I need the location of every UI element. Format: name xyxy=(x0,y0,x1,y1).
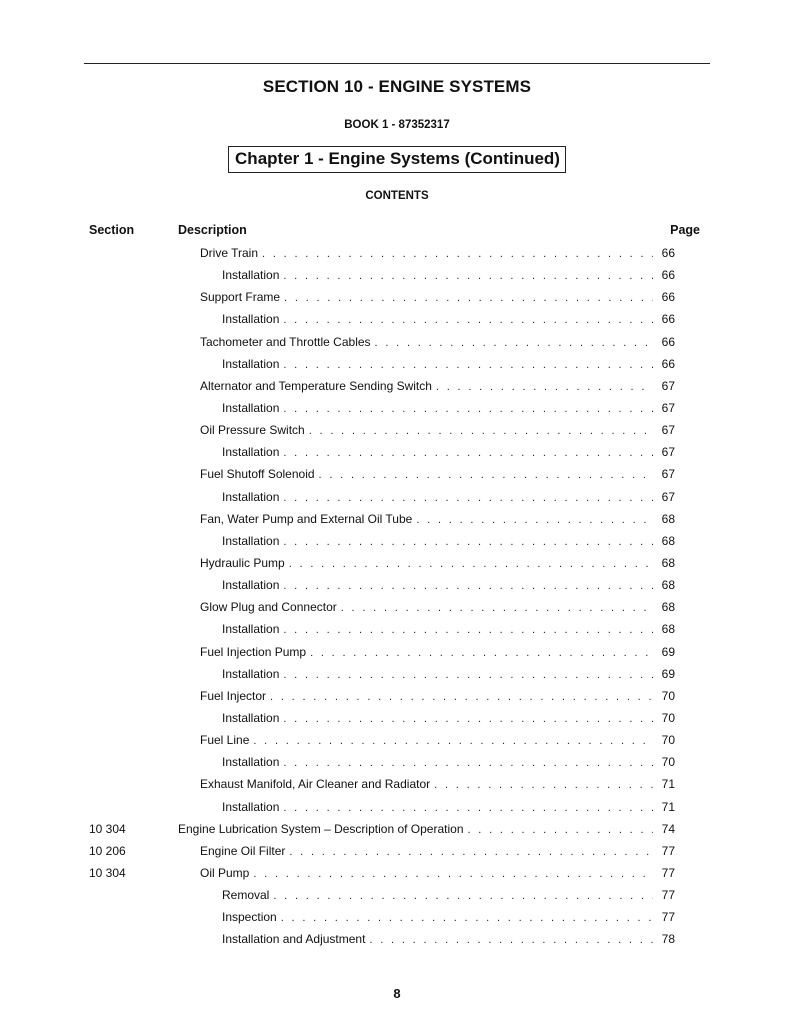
toc-entry[interactable] xyxy=(222,800,675,814)
toc-row xyxy=(0,797,794,819)
toc-dot-leader xyxy=(283,492,653,504)
toc-dot-leader xyxy=(283,403,653,415)
toc-entry[interactable] xyxy=(222,888,675,902)
toc-page-number: 70 xyxy=(661,710,675,725)
toc-description: Installation xyxy=(222,400,280,415)
toc-dot-leader xyxy=(283,713,653,725)
toc-section-code: 10 304 xyxy=(89,821,126,836)
toc-description: Installation xyxy=(222,312,280,327)
toc-page-number: 70 xyxy=(661,733,675,748)
toc-page-number: 70 xyxy=(661,688,675,703)
toc-dot-leader xyxy=(436,381,653,393)
toc-dot-leader xyxy=(434,779,653,791)
toc-description: Tachometer and Throttle Cables xyxy=(200,334,371,349)
toc-dot-leader xyxy=(283,802,653,814)
toc-page-number: 74 xyxy=(661,821,675,836)
contents-label: CONTENTS xyxy=(365,190,429,202)
toc-description: Installation xyxy=(222,578,280,593)
toc-row xyxy=(0,243,794,265)
toc-dot-leader xyxy=(262,248,653,260)
toc-page-number: 77 xyxy=(661,865,675,880)
toc-description: Installation xyxy=(222,799,280,814)
toc-row xyxy=(0,686,794,708)
toc-row xyxy=(0,730,794,752)
toc-description: Removal xyxy=(222,888,270,903)
toc-description: Installation and Adjustment xyxy=(222,932,366,947)
toc-row xyxy=(0,309,794,331)
toc-dot-leader xyxy=(289,558,653,570)
toc-entry[interactable] xyxy=(222,755,675,769)
table-of-contents xyxy=(0,243,794,952)
toc-dot-leader xyxy=(283,270,653,282)
toc-dot-leader xyxy=(283,580,653,592)
toc-page-number: 67 xyxy=(661,423,675,438)
toc-description: Engine Lubrication System – Description of Operation xyxy=(178,821,464,836)
toc-dot-leader xyxy=(319,469,653,481)
toc-description: Drive Train xyxy=(200,246,259,260)
toc-section-code: 10 206 xyxy=(89,843,126,858)
toc-entry[interactable] xyxy=(200,645,675,659)
toc-dot-leader xyxy=(283,669,653,681)
column-header-section: Section xyxy=(89,223,135,237)
toc-description: Installation xyxy=(222,268,280,283)
toc-dot-leader xyxy=(281,912,653,924)
toc-row xyxy=(0,708,794,730)
toc-page-number: 71 xyxy=(661,799,675,814)
toc-row xyxy=(0,929,794,951)
toc-entry[interactable] xyxy=(222,667,675,681)
toc-row xyxy=(0,642,794,664)
toc-entry[interactable] xyxy=(200,512,675,526)
toc-dot-leader xyxy=(270,691,653,703)
toc-dot-leader xyxy=(369,934,653,946)
toc-row xyxy=(0,664,794,686)
toc-row xyxy=(0,774,794,796)
toc-row xyxy=(0,487,794,509)
toc-description: Installation xyxy=(222,356,280,371)
toc-entry[interactable] xyxy=(222,622,675,636)
toc-entry[interactable] xyxy=(200,556,675,570)
toc-row xyxy=(0,376,794,398)
toc-page-number: 66 xyxy=(661,246,675,260)
toc-description: Engine Oil Filter xyxy=(200,843,286,858)
toc-page-number: 66 xyxy=(661,356,675,371)
toc-entry[interactable] xyxy=(200,866,675,880)
toc-page-number: 78 xyxy=(661,932,675,947)
toc-entry[interactable] xyxy=(222,490,675,504)
toc-description: Installation xyxy=(222,710,280,725)
toc-row xyxy=(0,332,794,354)
toc-page-number: 66 xyxy=(661,290,675,305)
toc-row xyxy=(0,420,794,442)
toc-row xyxy=(0,442,794,464)
toc-row xyxy=(0,752,794,774)
toc-description: Oil Pressure Switch xyxy=(200,423,305,438)
toc-dot-leader xyxy=(375,337,653,349)
toc-row xyxy=(0,531,794,553)
toc-row xyxy=(0,464,794,486)
toc-row xyxy=(0,265,794,287)
toc-entry[interactable] xyxy=(222,578,675,592)
toc-page-number: 77 xyxy=(661,843,675,858)
toc-page-number: 68 xyxy=(661,511,675,526)
toc-entry[interactable] xyxy=(200,600,675,614)
section-title: SECTION 10 - ENGINE SYSTEMS xyxy=(262,77,532,96)
toc-dot-leader xyxy=(284,292,653,304)
toc-entry[interactable] xyxy=(222,711,675,725)
toc-page-number: 67 xyxy=(661,400,675,415)
toc-page-number: 68 xyxy=(661,622,675,637)
toc-entry[interactable] xyxy=(200,689,675,703)
toc-description: Hydraulic Pump xyxy=(200,555,285,570)
page-number: 8 xyxy=(393,986,401,1001)
toc-page-number: 66 xyxy=(661,268,675,283)
toc-dot-leader xyxy=(309,425,653,437)
toc-row xyxy=(0,619,794,641)
toc-dot-leader xyxy=(283,314,653,326)
toc-row xyxy=(0,398,794,420)
toc-page-number: 77 xyxy=(661,910,675,925)
toc-entry[interactable] xyxy=(200,423,675,437)
toc-row xyxy=(0,885,794,907)
column-header-description: Description xyxy=(178,223,247,237)
toc-entry[interactable] xyxy=(200,467,675,481)
toc-description: Fuel Shutoff Solenoid xyxy=(200,467,315,482)
toc-row xyxy=(0,575,794,597)
toc-page-number: 70 xyxy=(661,755,675,770)
toc-dot-leader xyxy=(253,868,653,880)
toc-row xyxy=(0,509,794,531)
toc-page-number: 67 xyxy=(661,467,675,482)
toc-page-number: 71 xyxy=(661,777,675,792)
toc-description: Inspection xyxy=(222,910,277,925)
chapter-heading-wrap xyxy=(0,146,794,173)
toc-row xyxy=(0,907,794,929)
toc-dot-leader xyxy=(468,824,654,836)
toc-page-number: 68 xyxy=(661,600,675,615)
toc-section-code: 10 304 xyxy=(89,865,126,880)
toc-dot-leader xyxy=(253,735,653,747)
toc-description: Fuel Line xyxy=(200,733,250,748)
toc-row xyxy=(0,597,794,619)
toc-description: Installation xyxy=(222,489,280,504)
toc-entry[interactable] xyxy=(222,312,675,326)
toc-dot-leader xyxy=(416,514,653,526)
toc-description: Installation xyxy=(222,622,280,637)
toc-description: Installation xyxy=(222,533,280,548)
toc-entry[interactable] xyxy=(200,335,675,349)
toc-entry[interactable] xyxy=(222,268,675,282)
toc-page-number: 67 xyxy=(661,489,675,504)
toc-dot-leader xyxy=(283,359,653,371)
toc-description: Installation xyxy=(222,666,280,681)
toc-page-number: 68 xyxy=(661,578,675,593)
toc-row xyxy=(0,841,794,863)
toc-dot-leader xyxy=(310,647,653,659)
toc-row xyxy=(0,287,794,309)
toc-row xyxy=(0,863,794,885)
toc-entry[interactable] xyxy=(222,932,675,946)
toc-entry[interactable] xyxy=(200,246,675,260)
toc-entry[interactable] xyxy=(222,401,675,415)
top-rule xyxy=(84,63,710,64)
toc-description: Fan, Water Pump and External Oil Tube xyxy=(200,511,413,526)
toc-entry[interactable] xyxy=(200,379,675,393)
toc-entry[interactable] xyxy=(222,534,675,548)
toc-row xyxy=(0,819,794,841)
toc-entry[interactable] xyxy=(200,290,675,304)
toc-description: Exhaust Manifold, Air Cleaner and Radiator xyxy=(200,777,431,792)
toc-description: Installation xyxy=(222,755,280,770)
toc-page-number: 68 xyxy=(661,555,675,570)
toc-entry[interactable] xyxy=(222,445,675,459)
toc-dot-leader xyxy=(273,890,653,902)
toc-page-number: 66 xyxy=(661,334,675,349)
chapter-title: Chapter 1 - Engine Systems (Continued) xyxy=(228,146,566,173)
toc-row xyxy=(0,354,794,376)
toc-dot-leader xyxy=(341,602,653,614)
toc-description: Oil Pump xyxy=(200,865,250,880)
toc-entry[interactable] xyxy=(178,822,675,836)
toc-page-number: 69 xyxy=(661,666,675,681)
toc-entry[interactable] xyxy=(222,910,675,924)
toc-description: Alternator and Temperature Sending Switch xyxy=(200,378,432,393)
toc-page-number: 67 xyxy=(661,378,675,393)
toc-dot-leader xyxy=(283,536,653,548)
toc-description: Fuel Injector xyxy=(200,688,267,703)
toc-entry[interactable] xyxy=(222,357,675,371)
toc-dot-leader xyxy=(283,624,653,636)
column-header-page: Page xyxy=(670,223,700,237)
toc-description: Support Frame xyxy=(200,290,281,305)
toc-page-number: 69 xyxy=(661,644,675,659)
toc-entry[interactable] xyxy=(200,844,675,858)
book-number: BOOK 1 - 87352317 xyxy=(344,119,450,131)
toc-page-number: 66 xyxy=(661,312,675,327)
toc-page-number: 67 xyxy=(661,445,675,460)
toc-dot-leader xyxy=(283,757,653,769)
toc-dot-leader xyxy=(289,846,653,858)
toc-page-number: 77 xyxy=(661,888,675,903)
toc-entry[interactable] xyxy=(200,777,675,791)
toc-description: Fuel Injection Pump xyxy=(200,644,307,659)
toc-description: Installation xyxy=(222,445,280,460)
toc-description: Glow Plug and Connector xyxy=(200,600,337,615)
toc-entry[interactable] xyxy=(200,733,675,747)
toc-row xyxy=(0,553,794,575)
toc-page-number: 68 xyxy=(661,533,675,548)
toc-dot-leader xyxy=(283,447,653,459)
